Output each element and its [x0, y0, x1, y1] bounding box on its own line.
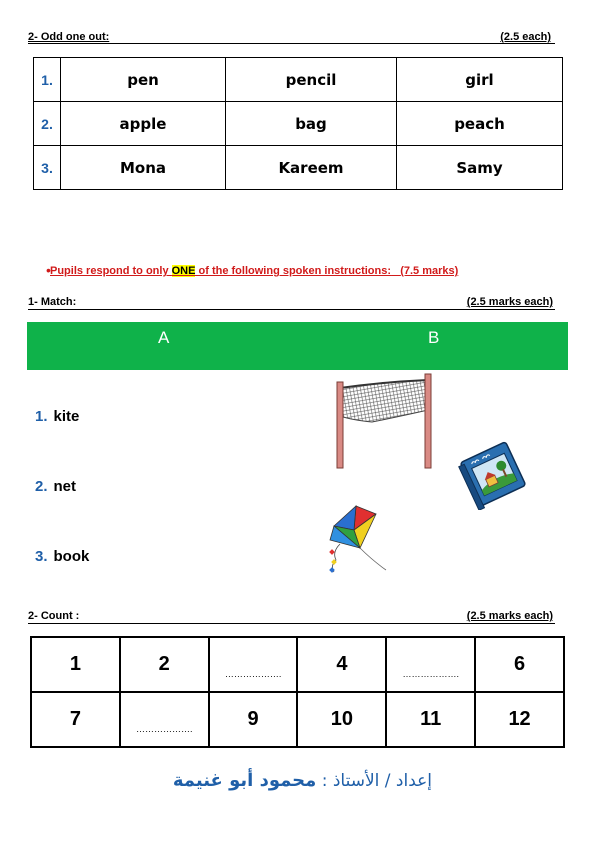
- word-cell: peach: [397, 102, 563, 146]
- match-word: kite: [53, 408, 80, 425]
- instruction-marks: (7.5 marks): [400, 265, 459, 277]
- count-cell: 1: [31, 637, 120, 692]
- instruction-note: [50, 265, 458, 277]
- count-cell: 9: [209, 692, 298, 747]
- table-row: [34, 102, 563, 146]
- word-cell: Kareem: [226, 146, 397, 190]
- word-cell: Mona: [61, 146, 226, 190]
- match-word: net: [53, 478, 77, 495]
- table-row: [31, 692, 564, 747]
- word-cell: pen: [61, 58, 226, 102]
- instruction-before: Pupils respond to only: [50, 265, 172, 277]
- match-number: 3.: [35, 548, 48, 565]
- author-name: محمود أبو غنيمة: [172, 770, 317, 791]
- instruction-highlight: ONE: [171, 265, 196, 277]
- word-cell: girl: [397, 58, 563, 102]
- count-cell: 2: [120, 637, 209, 692]
- match-number: 2.: [35, 478, 48, 495]
- count-cell: 6: [475, 637, 564, 692]
- odd-one-out-marks: (2.5 each): [500, 31, 551, 43]
- count-blank: ……………….: [386, 637, 475, 692]
- count-blank: ……………….: [209, 637, 298, 692]
- match-item-net: [35, 478, 76, 495]
- header-rule: [28, 43, 555, 44]
- row-number: 1.: [34, 58, 61, 102]
- match-item-book: [35, 548, 89, 565]
- column-b-label: B: [428, 328, 440, 347]
- word-cell: pencil: [226, 58, 397, 102]
- bullet-icon: •: [46, 262, 51, 278]
- row-number: 3.: [34, 146, 61, 190]
- match-word: book: [53, 548, 90, 565]
- book-picture: [452, 438, 534, 510]
- count-cell: 4: [297, 637, 386, 692]
- odd-one-out-title: 2- Odd one out:: [28, 31, 110, 43]
- row-number: 2.: [34, 102, 61, 146]
- count-table: [30, 636, 565, 748]
- kite-picture: [320, 500, 390, 576]
- match-rule: [28, 309, 555, 310]
- match-item-kite: [35, 408, 79, 425]
- word-cell: bag: [226, 102, 397, 146]
- table-row: [31, 637, 564, 692]
- net-picture: [332, 370, 438, 470]
- column-a-label: A: [158, 328, 170, 347]
- count-cell: 10: [297, 692, 386, 747]
- author-credit: [170, 770, 432, 791]
- match-marks: (2.5 marks each): [466, 296, 553, 308]
- match-title: 1- Match:: [28, 296, 77, 308]
- count-title: 2- Count :: [28, 610, 80, 622]
- odd-one-out-table: [33, 57, 563, 190]
- count-cell: 11: [386, 692, 475, 747]
- word-cell: Samy: [397, 146, 563, 190]
- table-row: [34, 58, 563, 102]
- count-rule: [28, 623, 555, 624]
- match-column-bar: [27, 322, 568, 370]
- instruction-after: of the following spoken instructions:: [195, 265, 392, 277]
- count-cell: 7: [31, 692, 120, 747]
- count-marks: (2.5 marks each): [466, 610, 553, 622]
- count-blank: ……………….: [120, 692, 209, 747]
- count-cell: 12: [475, 692, 564, 747]
- word-cell: apple: [61, 102, 226, 146]
- author-prefix: إعداد / الأستاذ :: [316, 771, 432, 791]
- match-number: 1.: [35, 408, 48, 425]
- table-row: [34, 146, 563, 190]
